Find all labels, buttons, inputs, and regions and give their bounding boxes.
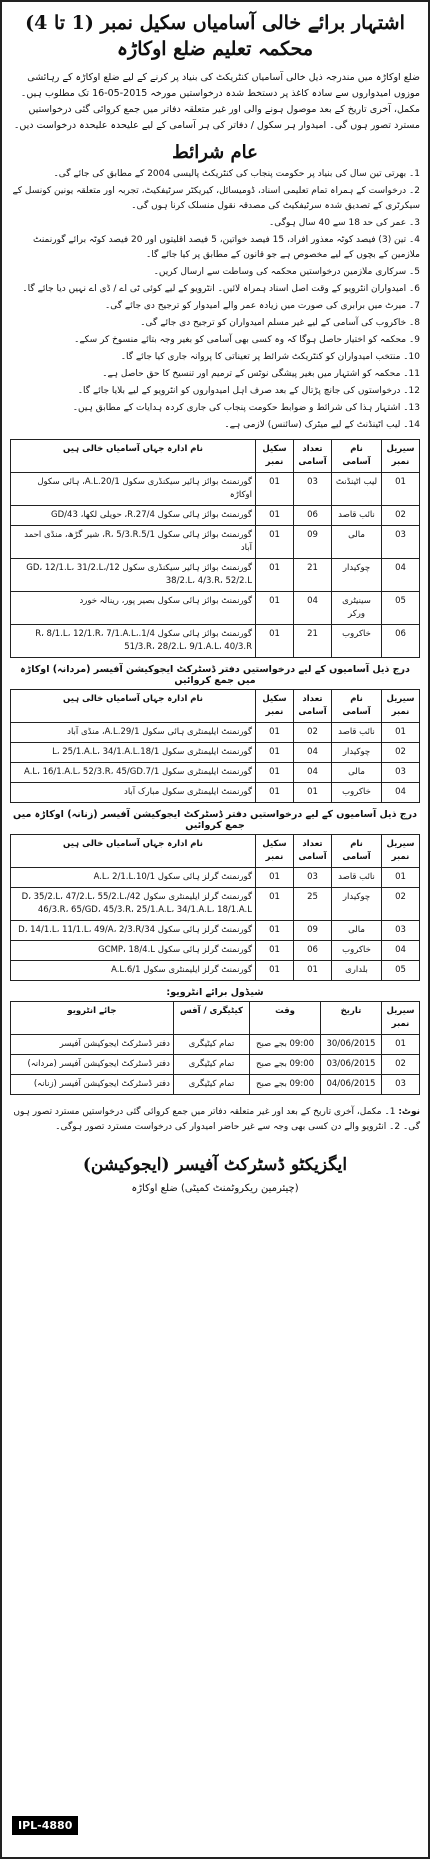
cell-count: 03 — [294, 868, 332, 888]
cell-count: 21 — [294, 559, 332, 592]
condition-item: 8۔ خاکروب کی آسامی کے لیے غیر مسلم امیدواران کو ترجیح دی جائے گی۔ — [140, 318, 420, 328]
condition-item: 10۔ منتخب امیدواران کو کنٹریکٹ شرائط پر تعیناتی کا پروانہ جاری کیا جائے گا۔ — [120, 352, 420, 362]
col-time: وقت — [250, 1002, 321, 1035]
cell-scale: 01 — [256, 592, 294, 625]
table-row — [11, 743, 420, 763]
cell-institution: گورنمنٹ گرلز ہائی سکول 10/1.A.L، 2/1.L — [11, 868, 256, 888]
advert-title-text: اشتہار برائے خالی آسامیاں سکیل نمبر (1 تا 4) محکمہ تعلیم ضلع اوکاڑہ — [25, 12, 405, 60]
cell-institution: گورنمنٹ بوائز ہائی سکول 1/4.R، 8/1.L، 12/1.R، 7/1.A.L، 51/3.R، 28/2.L، 9/1.A.L، 40/3.R — [11, 625, 256, 658]
cell-post: نائب قاصد — [332, 723, 382, 743]
cell-serial: 03 — [382, 1075, 420, 1095]
cell-venue: دفتر ڈسٹرکٹ ایجوکیشن آفیسر — [11, 1035, 174, 1055]
cell-serial: 04 — [382, 941, 420, 961]
table-row — [11, 888, 420, 921]
col-institution: نام ادارہ جہاں آسامیاں خالی ہیں — [11, 835, 256, 868]
table-header-row — [11, 440, 420, 473]
cell-scale: 01 — [256, 868, 294, 888]
cell-count: 04 — [294, 592, 332, 625]
advert-title — [10, 10, 420, 62]
table-row — [11, 941, 420, 961]
cell-institution: گورنمنٹ بوائز ہائیر سیکنڈری سکول 12/GD، 12/1.L، 31/2.L، 38/2.L، 4/3.R، 52/2.L — [11, 559, 256, 592]
col-serial: سیریل نمبر — [382, 1002, 420, 1035]
cell-post: نائب قاصد — [332, 506, 382, 526]
col-scale: سکیل نمبر — [256, 440, 294, 473]
cell-serial: 03 — [382, 763, 420, 783]
note-text: 1۔ مکمل، آخری تاریخ کے بعد اور غیر متعلقہ دفاتر میں جمع کروائی گئی درخواستیں مسترد تصور ہوں گی۔ 2۔ انٹرویو والے دن کسی بھی وجہ سے غیر حاضر امیدوار کی درخواست مسترد تصور ہوگی۔ — [13, 1107, 420, 1132]
cell-count: 09 — [294, 526, 332, 559]
condition-item: 4۔ تین (3) فیصد کوٹہ معذور افراد، 15 فیصد خواتین، 5 فیصد اقلیتوں اور 20 فیصد کوٹہ برائے گورنمنٹ ملازمین کے بچوں کے لیے مخصوص ہے جو قانون کے مطابق پر کیا جائے گا۔ — [32, 235, 420, 260]
cell-serial: 04 — [382, 783, 420, 803]
committee-line: (چیئرمین ریکروٹمنٹ کمیٹی) ضلع اوکاڑہ — [131, 1183, 299, 1194]
condition-item: 5۔ سرکاری ملازمین درخواستیں محکمہ کی وساطت سے ارسال کریں۔ — [153, 267, 420, 277]
cell-category: تمام کیٹیگری — [173, 1075, 249, 1095]
cell-serial: 02 — [382, 1055, 420, 1075]
cell-serial: 04 — [382, 559, 420, 592]
cell-count: 04 — [294, 743, 332, 763]
table-row — [11, 783, 420, 803]
condition-item: 7۔ میرٹ میں برابری کی صورت میں زیادہ عمر والے امیدوار کو ترجیح دی جائے گی۔ — [105, 301, 420, 311]
cell-post: چوکیدار — [332, 888, 382, 921]
condition-item: 9۔ محکمہ کو اختیار حاصل ہوگا کہ وہ کسی بھی آسامی کو بغیر وجہ بتائے منسوخ کر سکے۔ — [74, 335, 420, 345]
cell-post: خاکروب — [332, 941, 382, 961]
cell-count: 04 — [294, 763, 332, 783]
cell-scale: 01 — [256, 961, 294, 981]
cell-post: مالی — [332, 763, 382, 783]
col-post: نام آسامی — [332, 440, 382, 473]
cell-scale: 01 — [256, 743, 294, 763]
cell-time: 09:00 بجے صبح — [250, 1075, 321, 1095]
table-row — [11, 868, 420, 888]
cell-institution: گورنمنٹ بوائز ہائی سکول 27/4.R، حویلی لکھا، 43/GD — [11, 506, 256, 526]
condition-item: 6۔ امیدواران انٹرویو کے وقت اصل اسناد ہمراہ لائیں۔ انٹرویو کے لیے کوئی ٹی اے / ڈی اے نہیں دیا جائے گا۔ — [22, 284, 420, 294]
table-header-row — [11, 835, 420, 868]
cell-post: خاکروب — [332, 625, 382, 658]
cell-institution: گورنمنٹ بوائز ہائی سکول بصیر پور، رینالہ خورد — [11, 592, 256, 625]
cell-time: 09:00 بجے صبح — [250, 1055, 321, 1075]
cell-post: نائب قاصد — [332, 868, 382, 888]
cell-count: 06 — [294, 941, 332, 961]
cell-scale: 01 — [256, 888, 294, 921]
advert-intro: ضلع اوکاڑہ میں مندرجہ ذیل خالی آسامیاں کنٹریکٹ کی بنیاد پر کرنے کے لیے ضلع اوکاڑہ کے رہائشی موزوں امیدواروں سے سادہ کاغذ پر دستخط شدہ درخواستیں مورخہ 2015-05-16 تک مطلوب ہیں۔ مکمل، آخری تاریخ کے بعد موصول ہونے والی اور غیر متعلقہ دفاتر میں جمع کروائی گئی درخواستیں مسترد تصور ہوں گی۔ امیدوار ہر سکول / دفاتر کی ہر آسامی کے لیے علیحدہ علیحدہ درخواست دیں۔ — [13, 72, 420, 131]
cell-date: 30/06/2015 — [320, 1035, 381, 1055]
table-row — [11, 723, 420, 743]
col-venue: جائے انٹرویو — [11, 1002, 174, 1035]
col-institution: نام ادارہ جہاں آسامیاں خالی ہیں — [11, 690, 256, 723]
condition-item: 11۔ محکمہ کو اشتہار میں بغیر پیشگی نوٹس کے ترمیم اور تنسیخ کا حق حاصل ہے۔ — [102, 369, 420, 379]
cell-scale: 01 — [256, 506, 294, 526]
cell-serial: 03 — [382, 526, 420, 559]
table-row — [11, 559, 420, 592]
table-row — [11, 921, 420, 941]
condition-item: 2۔ درخواست کے ہمراہ تمام تعلیمی اسناد، ڈومیسائل، کیریکٹر سرٹیفکیٹ، تجربہ اور متعلقہ یونین کونسل کے سیکرٹری کے تصدیق شدہ سرٹیفکیٹ کی مصدقہ نقول منسلک کرنا ہوں گی۔ — [12, 186, 420, 211]
cell-scale: 01 — [256, 625, 294, 658]
table-row — [11, 473, 420, 506]
table-row — [11, 526, 420, 559]
col-institution: نام ادارہ جہاں آسامیاں خالی ہیں — [11, 440, 256, 473]
cell-date: 03/06/2015 — [320, 1055, 381, 1075]
cell-scale: 01 — [256, 526, 294, 559]
cell-serial: 02 — [382, 743, 420, 763]
cell-institution: گورنمنٹ ایلیمنٹری سکول 7/1.A.L، 16/1.A.L، 52/3.R، 45/GD — [11, 763, 256, 783]
schedule-caption: شیڈول برائے انٹرویو: — [166, 987, 264, 998]
condition-item: 1۔ بھرتی تین سال کی بنیاد پر حکومت پنجاب کی کنٹریکٹ پالیسی 2004 کے مطابق کی جائے گی۔ — [53, 169, 420, 179]
table-header-row — [11, 690, 420, 723]
vacancy-table-main — [10, 439, 420, 658]
cell-serial: 01 — [382, 723, 420, 743]
table-header-row — [11, 1002, 420, 1035]
col-serial: سیریل نمبر — [382, 690, 420, 723]
cell-serial: 06 — [382, 625, 420, 658]
cell-category: تمام کیٹیگری — [173, 1035, 249, 1055]
cell-institution: گورنمنٹ گرلز ہائی سکول GCMP، 18/4.L — [11, 941, 256, 961]
cell-venue: دفتر ڈسٹرکٹ ایجوکیشن آفیسر (زنانہ) — [11, 1075, 174, 1095]
footer — [10, 1153, 420, 1194]
table-row — [11, 763, 420, 783]
table-row — [11, 1035, 420, 1055]
vacancy-table-female — [10, 834, 420, 981]
vacancy-table-male — [10, 689, 420, 803]
cell-venue: دفتر ڈسٹرکٹ ایجوکیشن آفیسر (مردانہ) — [11, 1055, 174, 1075]
condition-item: 3۔ عمر کی حد 18 سے 40 سال ہوگی۔ — [268, 218, 420, 228]
cell-scale: 01 — [256, 559, 294, 592]
cell-serial: 01 — [382, 473, 420, 506]
cell-date: 04/06/2015 — [320, 1075, 381, 1095]
cell-post: بلداری — [332, 961, 382, 981]
cell-institution: گورنمنٹ بوائز ہائیر سیکنڈری سکول 20/1.A.L، ہائی سکول اوکاڑہ — [11, 473, 256, 506]
condition-item: 13۔ اشتہار ہذا کی شرائط و ضوابط حکومت پنجاب کی جاری کردہ ہدایات کے مطابق ہیں۔ — [72, 403, 420, 413]
cell-institution: گورنمنٹ گرلز ایلیمنٹری سکول 42/D، 35/2.L، 47/2.L، 55/2.L، 46/3.R، 65/GD، 45/3.R، 25/1.A.L، 34/1.A.L، 18/1.A.L — [11, 888, 256, 921]
note — [10, 1105, 420, 1135]
cell-post: خاکروب — [332, 783, 382, 803]
cell-category: تمام کیٹیگری — [173, 1055, 249, 1075]
cell-count: 09 — [294, 921, 332, 941]
cell-serial: 01 — [382, 1035, 420, 1055]
table-row — [11, 625, 420, 658]
cell-serial: 03 — [382, 921, 420, 941]
cell-institution: گورنمنٹ گرلز ایلیمنٹری سکول 6/1.A.L — [11, 961, 256, 981]
cell-post: چوکیدار — [332, 743, 382, 763]
col-category: کیٹیگری / آفس — [173, 1002, 249, 1035]
conditions-heading: عام شرائط — [172, 142, 258, 163]
condition-item: 12۔ درخواستوں کی جانچ پڑتال کے بعد صرف اہل امیدواروں کو انٹرویو کے لیے بلایا جائے گا۔ — [77, 386, 420, 396]
cell-serial: 05 — [382, 961, 420, 981]
cell-scale: 01 — [256, 783, 294, 803]
cell-serial: 02 — [382, 888, 420, 921]
col-count: تعداد آسامی — [294, 690, 332, 723]
cell-institution: گورنمنٹ ایلیمنٹری سکول مبارک آباد — [11, 783, 256, 803]
cell-institution: گورنمنٹ ایلیمنٹری سکول 18/1.L، 25/1.A.L، 34/1.A.L — [11, 743, 256, 763]
cell-post: مالی — [332, 526, 382, 559]
table-row — [11, 506, 420, 526]
cell-count: 03 — [294, 473, 332, 506]
cell-post: مالی — [332, 921, 382, 941]
section3-caption: درج ذیل آسامیوں کے لیے درخواستیں دفتر ڈسٹرکٹ ایجوکیشن آفیسر (زنانہ) اوکاڑہ میں جمع کروائیں — [13, 809, 417, 831]
table-row — [11, 592, 420, 625]
col-scale: سکیل نمبر — [256, 835, 294, 868]
condition-item: 14۔ لیب اٹینڈنٹ کے لیے میٹرک (سائنس) لازمی ہے۔ — [224, 420, 420, 430]
cell-count: 21 — [294, 625, 332, 658]
table-row — [11, 961, 420, 981]
col-scale: سکیل نمبر — [256, 690, 294, 723]
table-row — [11, 1075, 420, 1095]
col-count: تعداد آسامی — [294, 835, 332, 868]
col-serial: سیریل نمبر — [382, 835, 420, 868]
cell-post: لیب اٹینڈنٹ — [332, 473, 382, 506]
cell-institution: گورنمنٹ بوائز ہائی سکول 5/1.R، 5/3.R، شیر گڑھ، منڈی احمد آباد — [11, 526, 256, 559]
cell-scale: 01 — [256, 723, 294, 743]
cell-count: 02 — [294, 723, 332, 743]
col-count: تعداد آسامی — [294, 440, 332, 473]
cell-institution: گورنمنٹ گرلز ہائی سکول 34/D، 14/1.L، 11/1.L، 49/A، 2/3.R — [11, 921, 256, 941]
col-serial: سیریل نمبر — [382, 440, 420, 473]
issuing-office: ایگزیکٹو ڈسٹرکٹ آفیسر (ایجوکیشن) — [82, 1155, 348, 1175]
cell-scale: 01 — [256, 763, 294, 783]
ipl-badge: IPL-4880 — [12, 1816, 78, 1835]
cell-time: 09:00 بجے صبح — [250, 1035, 321, 1055]
cell-serial: 02 — [382, 506, 420, 526]
cell-institution: گورنمنٹ ایلیمنٹری ہائی سکول 29/1.A.L، منڈی آباد — [11, 723, 256, 743]
col-post: نام آسامی — [332, 835, 382, 868]
conditions-list — [10, 167, 420, 433]
cell-scale: 01 — [256, 941, 294, 961]
cell-scale: 01 — [256, 473, 294, 506]
cell-count: 25 — [294, 888, 332, 921]
interview-schedule-table — [10, 1001, 420, 1095]
cell-serial: 05 — [382, 592, 420, 625]
cell-post: سینیٹری ورکر — [332, 592, 382, 625]
cell-count: 01 — [294, 961, 332, 981]
cell-count: 06 — [294, 506, 332, 526]
section2-caption: درج ذیل آسامیوں کے لیے درخواستیں دفتر ڈسٹرکٹ ایجوکیشن آفیسر (مردانہ) اوکاڑہ میں جمع کروائیں — [20, 664, 410, 686]
note-label: نوٹ: — [398, 1107, 420, 1117]
col-post: نام آسامی — [332, 690, 382, 723]
table-row — [11, 1055, 420, 1075]
cell-post: چوکیدار — [332, 559, 382, 592]
cell-scale: 01 — [256, 921, 294, 941]
cell-serial: 01 — [382, 868, 420, 888]
cell-count: 01 — [294, 783, 332, 803]
col-date: تاریخ — [320, 1002, 381, 1035]
